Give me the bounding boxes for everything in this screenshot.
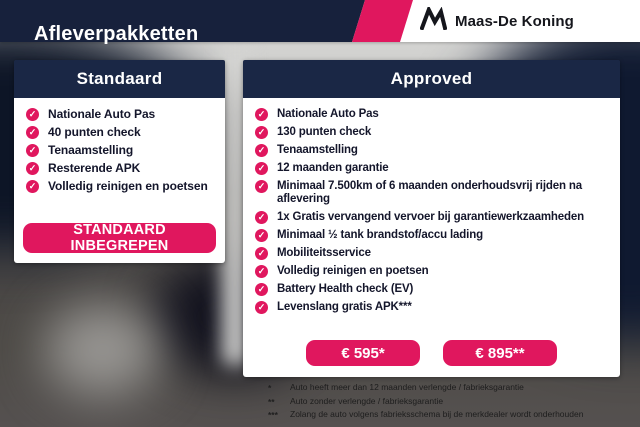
checklist-item-label: Minimaal 7.500km of 6 maanden onderhoudsvrij rijden na aflevering xyxy=(277,180,583,205)
footnote-text: Auto zonder verlengde / fabrieksgarantie xyxy=(290,395,444,406)
checklist-item xyxy=(255,144,610,157)
footnote-marker: *** xyxy=(268,410,278,420)
footnote-row xyxy=(268,382,618,393)
background-blur-blob xyxy=(45,304,160,396)
standaard-checklist xyxy=(14,98,225,193)
checklist-item xyxy=(255,283,610,296)
checklist-item xyxy=(255,126,610,139)
card-standaard xyxy=(14,60,225,263)
check-icon xyxy=(255,229,268,242)
checklist-item-label: Minimaal ½ tank brandstof/accu lading xyxy=(277,229,483,241)
footnote-marker: ** xyxy=(268,396,275,407)
check-icon xyxy=(255,247,268,260)
footnote-text: Zolang de auto volgens fabrieksschema bij de merkdealer wordt onderhouden xyxy=(290,409,584,419)
check-icon xyxy=(26,180,39,193)
footnote-row xyxy=(268,396,618,407)
check-icon xyxy=(26,144,39,157)
footnotes xyxy=(268,382,618,423)
checklist-item xyxy=(26,144,215,157)
checklist-item xyxy=(255,211,610,224)
card-standaard-header xyxy=(14,60,225,98)
checklist-item-label: 1x Gratis vervangend vervoer bij garantiewerkzaamheden xyxy=(277,211,585,223)
card-standaard-title: Standaard xyxy=(76,69,163,88)
card-approved-header xyxy=(243,60,620,98)
check-icon xyxy=(255,144,268,157)
maas-de-koning-logo-icon xyxy=(420,7,447,35)
check-icon xyxy=(26,162,39,175)
check-icon xyxy=(255,211,268,224)
checklist-item xyxy=(255,247,610,260)
footnote-marker: * xyxy=(268,383,272,393)
check-icon xyxy=(255,162,268,175)
checklist-item-label: Tenaamstelling xyxy=(48,143,134,157)
checklist-item-label: 130 punten check xyxy=(277,126,372,138)
checklist-item xyxy=(255,180,610,206)
checklist-item-label: Nationale Auto Pas xyxy=(277,108,379,120)
checklist-item xyxy=(255,301,610,314)
footnote-text: Auto heeft meer dan 12 maanden verlengde / fabrieksgarantie xyxy=(290,382,524,392)
checklist-item xyxy=(26,126,215,139)
check-icon xyxy=(255,265,268,278)
header-bar xyxy=(0,0,640,46)
standaard-inbegrepen-button[interactable]: STANDAARD INBEGREPEN xyxy=(23,223,216,253)
brand-name: Maas-De Koning xyxy=(455,12,574,30)
check-icon xyxy=(255,283,268,296)
price-button[interactable]: € 895** xyxy=(443,340,557,366)
check-icon xyxy=(255,180,268,193)
checklist-item xyxy=(255,162,610,175)
page-title: Afleverpakketten xyxy=(34,23,199,46)
price-button-row xyxy=(243,340,620,366)
checklist-item-label: 40 punten check xyxy=(48,125,141,139)
checklist-item xyxy=(26,162,215,175)
check-icon xyxy=(255,301,268,314)
checklist-item xyxy=(255,229,610,242)
approved-checklist xyxy=(243,98,620,314)
checklist-item-label: Resterende APK xyxy=(48,161,141,175)
checklist-item-label: Levenslang gratis APK*** xyxy=(277,301,412,313)
card-approved-title: Approved xyxy=(390,69,473,88)
checklist-item-label: 12 maanden garantie xyxy=(277,162,389,174)
checklist-item-label: Battery Health check (EV) xyxy=(277,283,414,295)
card-approved xyxy=(243,60,620,377)
check-icon xyxy=(255,126,268,139)
checklist-item xyxy=(26,108,215,121)
brand-logo xyxy=(420,0,574,42)
checklist-item xyxy=(255,265,610,278)
checklist-item-label: Nationale Auto Pas xyxy=(48,107,156,121)
check-icon xyxy=(26,108,39,121)
checklist-item-label: Mobiliteitsservice xyxy=(277,247,371,259)
checklist-item-label: Volledig reinigen en poetsen xyxy=(277,265,429,277)
price-button[interactable]: € 595* xyxy=(306,340,420,366)
checklist-item xyxy=(255,108,610,121)
checklist-item xyxy=(26,180,215,193)
check-icon xyxy=(26,126,39,139)
checklist-item-label: Volledig reinigen en poetsen xyxy=(48,179,208,193)
footnote-row xyxy=(268,409,618,420)
checklist-item-label: Tenaamstelling xyxy=(277,144,358,156)
check-icon xyxy=(255,108,268,121)
